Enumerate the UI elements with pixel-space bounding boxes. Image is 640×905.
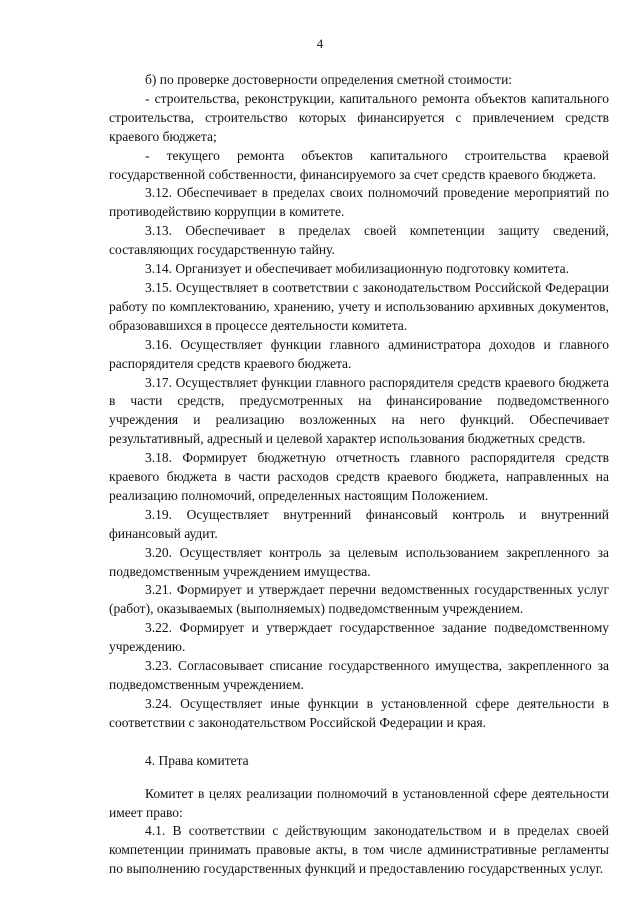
paragraph: 3.15. Осуществляет в соответствии с законодательством Российской Федерации работу по комплектованию, хранению, учету и использованию архивных документов, образовавшихся в процессе деятельности комитета.: [109, 279, 609, 333]
paragraph: 4.1. В соответствии с действующим законодательством и в пределах своей компетенции принимать правовые акты, в том числе административные регламенты по выполнению государственных функций и предоставлению государственных услуг.: [109, 823, 609, 877]
page-number: 4: [316, 36, 324, 51]
paragraph: 3.19. Осуществляет внутренний финансовый контроль и внутренний финансовый аудит.: [109, 506, 609, 541]
paragraph: 3.12. Обеспечивает в пределах своих полномочий проведение мероприятий по противодействию коррупции в комитете.: [109, 185, 609, 220]
paragraph: 3.17. Осуществляет функции главного распорядителя средств краевого бюджета в части средств, предусмотренных на финансирование подведомственного учреждения и реализацию возложенных на него функций. Обеспечивает результативный, адресный и целевой характер использования бюджетных средств.: [109, 374, 609, 447]
paragraph: 3.14. Организует и обеспечивает мобилизационную подготовку комитета.: [145, 261, 570, 277]
section-heading: 4. Права комитета: [145, 752, 249, 768]
paragraph: 3.18. Формирует бюджетную отчетность главного распорядителя средств краевого бюджета в части расходов средств краевого бюджета, направленных на реализацию полномочий, определенных настоящим Положением.: [109, 450, 609, 503]
paragraph: б) по проверке достоверности определения сметной стоимости:: [145, 72, 513, 87]
paragraph: Комитет в целях реализации полномочий в установленной сфере деятельности имеет право:: [109, 785, 609, 820]
paragraph: 3.23. Согласовывает списание государственного имущества, закрепленного за подведомственным учреждением.: [109, 658, 609, 692]
paragraph: - строительства, реконструкции, капитального ремонта объектов капитального строительства, строительство которых финансируется с привлечением средств краевого бюджета;: [109, 90, 609, 144]
document-body: [109, 71, 609, 879]
paragraph: 3.13. Обеспечивает в пределах своей компетенции защиту сведений, составляющих государственную тайну.: [109, 223, 609, 258]
paragraph: 3.16. Осуществляет функции главного администратора доходов и главного распорядителя средств краевого бюджета.: [109, 336, 609, 371]
paragraph: - текущего ремонта объектов капитального строительства краевой государственной собственности, финансируемого за счет средств краевого бюджета.: [109, 147, 609, 182]
paragraph: 3.20. Осуществляет контроль за целевым использованием закрепленного за подведомственным учреждением имущества.: [109, 544, 609, 579]
paragraph: 3.24. Осуществляет иные функции в установленной сфере деятельности в соответствии с законодательством Российской Федерации и края.: [109, 695, 609, 730]
paragraph: 3.22. Формирует и утверждает государственное задание подведомственному учреждению.: [109, 620, 609, 655]
paragraph: 3.21. Формирует и утверждает перечни ведомственных государственных услуг (работ), оказываемых (выполняемых) подведомственным учреждением.: [109, 582, 609, 617]
